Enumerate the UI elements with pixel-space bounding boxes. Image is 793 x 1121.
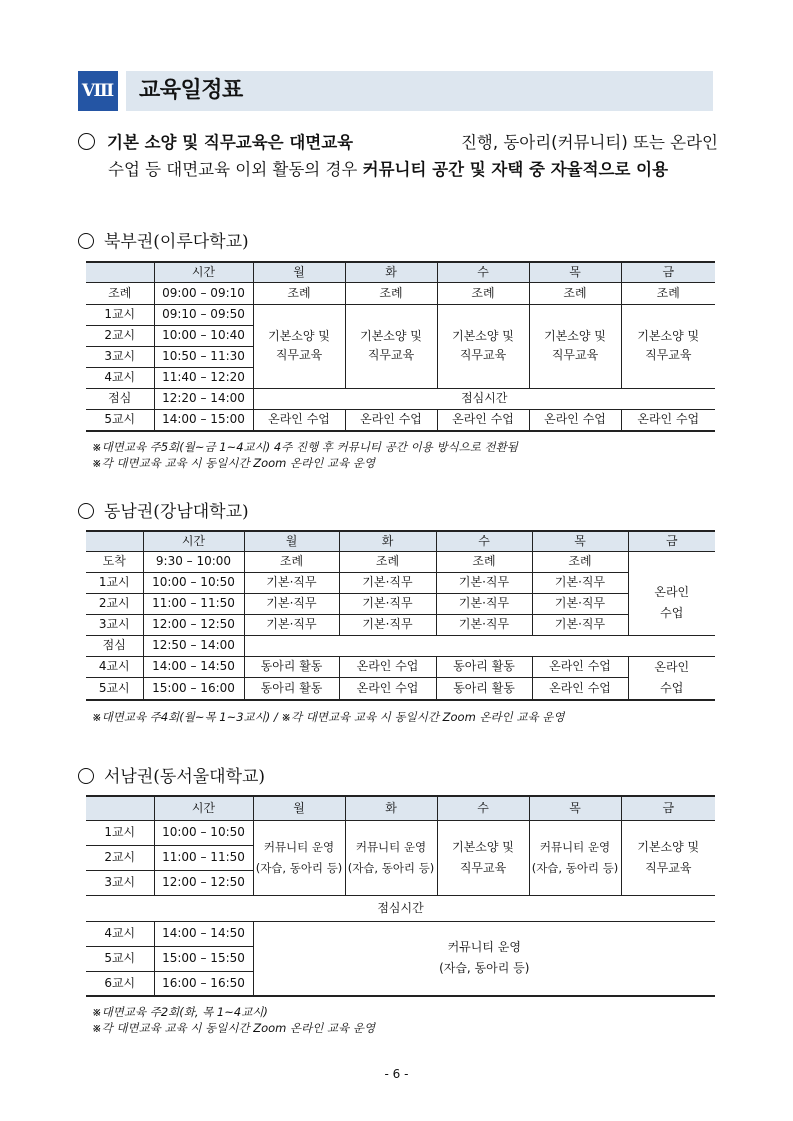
cell-community: 커뮤니티 운영 (자습, 동아리 등): [253, 820, 345, 895]
section-number-badge: Ⅷ: [78, 71, 118, 111]
cell-jorye: 조례: [532, 551, 628, 572]
col-tue: 화: [345, 262, 437, 282]
cell-basic: 기본소양 및 직무교육: [253, 304, 345, 388]
table-row: [86, 388, 715, 409]
bullet-circle-icon: [78, 133, 95, 150]
schedule-table-north: [86, 261, 715, 432]
cell-online: 온라인 수업: [437, 409, 529, 431]
col-time: 시간: [154, 262, 253, 282]
table-row: [86, 593, 715, 614]
table-row: [86, 282, 715, 304]
time-cell: 11:40 – 12:20: [154, 367, 253, 388]
time-cell: 12:00 – 12:50: [143, 614, 244, 635]
table-row: [86, 635, 715, 656]
cell-online: 온라인 수업: [345, 409, 437, 431]
cell-basic: 기본·직무: [436, 593, 532, 614]
row-label: 6교시: [86, 971, 154, 996]
page-number: - 6 -: [384, 1067, 409, 1081]
cell-jorye: 조례: [621, 282, 715, 304]
cell-online: 온라인 수업: [529, 409, 621, 431]
cell-basic: 기본소양 및 직무교육: [345, 304, 437, 388]
cell-basic: 기본·직무: [339, 593, 436, 614]
table-header-row: [86, 531, 715, 551]
time-cell: 15:00 – 16:00: [143, 678, 244, 700]
table-row: [86, 678, 715, 700]
section-title-southeast: [78, 497, 249, 522]
header-separator: [118, 71, 126, 111]
schedule-table-southeast: [86, 530, 715, 701]
time-cell: 11:00 – 11:50: [143, 593, 244, 614]
col-tue: 화: [339, 531, 436, 551]
cell-community-long: 커뮤니티 운영 (자습, 동아리 등): [253, 921, 715, 996]
cell-online: 온라인 수업: [253, 409, 345, 431]
time-cell: 10:00 – 10:50: [154, 820, 253, 845]
cell-community: 커뮤니티 운영 (자습, 동아리 등): [345, 820, 437, 895]
table-row: [86, 921, 715, 946]
intro-text-1: 진행, 동아리(커뮤니티) 또는 온라인: [455, 133, 718, 152]
col-mon: 월: [253, 262, 345, 282]
cell-basic: 기본·직무: [532, 593, 628, 614]
row-label: 5교시: [86, 409, 154, 431]
table-row: [86, 409, 715, 431]
cell-jorye: 조례: [345, 282, 437, 304]
table-row: [86, 656, 715, 678]
row-label: 1교시: [86, 572, 143, 593]
row-label: 4교시: [86, 367, 154, 388]
cell-jorye: 조례: [253, 282, 345, 304]
cell-basic: 기본소양 및 직무교육: [529, 304, 621, 388]
cell-basic: 기본·직무: [436, 614, 532, 635]
time-cell: 11:00 – 11:50: [154, 845, 253, 870]
col-time: 시간: [143, 531, 244, 551]
col-mon: 월: [244, 531, 339, 551]
cell-basic: 기본소양 및 직무교육: [437, 820, 529, 895]
cell-club: 동아리 활동: [436, 656, 532, 678]
row-label: 1교시: [86, 304, 154, 325]
cell-online: 온라인 수업: [532, 656, 628, 678]
cell-lunch: 점심시간: [86, 895, 715, 921]
intro-bold-2: 커뮤니티 공간 및 자택 중 자율적으로 이용: [362, 160, 669, 179]
row-label: 1교시: [86, 820, 154, 845]
table-row: [86, 820, 715, 845]
row-label: 3교시: [86, 870, 154, 895]
time-cell: 15:00 – 15:50: [154, 946, 253, 971]
bullet-circle-icon: [78, 768, 94, 784]
time-cell: 12:00 – 12:50: [154, 870, 253, 895]
time-cell: 12:50 – 14:00: [143, 635, 244, 656]
row-label: 4교시: [86, 921, 154, 946]
col-thu: 목: [529, 262, 621, 282]
cell-basic: 기본·직무: [436, 572, 532, 593]
section-title-southwest: [78, 762, 265, 787]
col-thu: 목: [529, 796, 621, 820]
cell-jorye: 조례: [339, 551, 436, 572]
row-label: 3교시: [86, 614, 143, 635]
cell-online: 온라인 수업: [339, 678, 436, 700]
col-wed: 수: [436, 531, 532, 551]
col-time: 시간: [154, 796, 253, 820]
table-row: [86, 551, 715, 572]
time-cell: 14:00 – 14:50: [154, 921, 253, 946]
cell-club: 동아리 활동: [244, 678, 339, 700]
cell-basic: 기본·직무: [244, 572, 339, 593]
schedule-table-southwest: [86, 795, 715, 997]
col-fri: 금: [621, 796, 715, 820]
section-title-text: 동남권(강남대학교): [104, 502, 249, 522]
table-row: [86, 572, 715, 593]
section-title-text: 북부권(이루다학교): [104, 232, 249, 252]
note-north: ※대면교육 주5회(월~금 1~4교시) 4주 진행 후 커뮤니티 공간 이용 방식으로 전환됨 ※각 대면교육 교육 시 동일시간 Zoom 온라인 교육 운영: [92, 440, 518, 470]
row-label: 점심: [86, 635, 143, 656]
cell-basic: 기본·직무: [339, 572, 436, 593]
section-title-text: 서남권(동서울대학교): [104, 767, 266, 787]
col-mon: 월: [253, 796, 345, 820]
cell-basic: 기본·직무: [532, 572, 628, 593]
cell-club: 동아리 활동: [244, 656, 339, 678]
time-cell: 09:10 – 09:50: [154, 304, 253, 325]
col-fri: 금: [628, 531, 715, 551]
cell-online: 온라인 수업: [532, 678, 628, 700]
row-label: 2교시: [86, 593, 143, 614]
row-label: 5교시: [86, 678, 143, 700]
row-label: 5교시: [86, 946, 154, 971]
table-header-row: [86, 262, 715, 282]
note-southwest: ※대면교육 주2회(화, 목 1~4교시) ※각 대면교육 교육 시 동일시간 Zoom 온라인 교육 운영: [92, 1005, 376, 1035]
time-cell: 16:00 – 16:50: [154, 971, 253, 996]
row-label: 4교시: [86, 656, 143, 678]
col-thu: 목: [532, 531, 628, 551]
time-cell: 10:50 – 11:30: [154, 346, 253, 367]
col-fri: 금: [621, 262, 715, 282]
intro-paragraph: [78, 129, 718, 183]
cell-online: 온라인 수업: [621, 409, 715, 431]
page-title: 교육일정표: [139, 78, 243, 103]
intro-bold-1: 기본 소양 및 직무교육은 대면교육: [107, 133, 354, 152]
intro-text-2: 수업 등 대면교육 이외 활동의 경우: [108, 160, 363, 179]
row-label: 3교시: [86, 346, 154, 367]
cell-jorye: 조례: [244, 551, 339, 572]
note-southeast: ※대면교육 주4회(월~목 1~3교시) / ※각 대면교육 교육 시 동일시간 Zoom 온라인 교육 운영: [92, 710, 565, 724]
cell-jorye: 조례: [529, 282, 621, 304]
time-cell: 10:00 – 10:50: [143, 572, 244, 593]
section-title-north: [78, 227, 249, 252]
table-row: [86, 304, 715, 325]
bullet-circle-icon: [78, 503, 94, 519]
cell-basic: 기본·직무: [339, 614, 436, 635]
row-label: 2교시: [86, 845, 154, 870]
bullet-circle-icon: [78, 233, 94, 249]
time-cell: 09:00 – 09:10: [154, 282, 253, 304]
cell-basic: 기본·직무: [532, 614, 628, 635]
cell-community: 커뮤니티 운영 (자습, 동아리 등): [529, 820, 621, 895]
cell-basic: 기본·직무: [244, 593, 339, 614]
col-wed: 수: [437, 796, 529, 820]
table-row: [86, 895, 715, 921]
table-header-row: [86, 796, 715, 820]
cell-online-fri: 온라인 수업: [628, 572, 715, 635]
cell-basic: 기본소양 및 직무교육: [437, 304, 529, 388]
row-label: 조례: [86, 282, 154, 304]
cell-basic: 기본소양 및 직무교육: [621, 304, 715, 388]
time-cell: 9:30 – 10:00: [143, 551, 244, 572]
cell-lunch: 점심시간: [253, 388, 715, 409]
cell-jorye: 조례: [437, 282, 529, 304]
cell-basic: 기본·직무: [244, 614, 339, 635]
time-cell: 10:00 – 10:40: [154, 325, 253, 346]
time-cell: 12:20 – 14:00: [154, 388, 253, 409]
cell-club: 동아리 활동: [436, 678, 532, 700]
time-cell: 14:00 – 14:50: [143, 656, 244, 678]
row-label: 도착: [86, 551, 143, 572]
time-cell: 14:00 – 15:00: [154, 409, 253, 431]
cell-basic: 기본소양 및 직무교육: [621, 820, 715, 895]
row-label: 2교시: [86, 325, 154, 346]
cell-online-fri: 온라인 수업: [628, 656, 715, 700]
cell-jorye: 조례: [436, 551, 532, 572]
table-row: [86, 614, 715, 635]
col-tue: 화: [345, 796, 437, 820]
col-wed: 수: [437, 262, 529, 282]
section-header: [78, 71, 713, 111]
row-label: 점심: [86, 388, 154, 409]
cell-online: 온라인 수업: [339, 656, 436, 678]
